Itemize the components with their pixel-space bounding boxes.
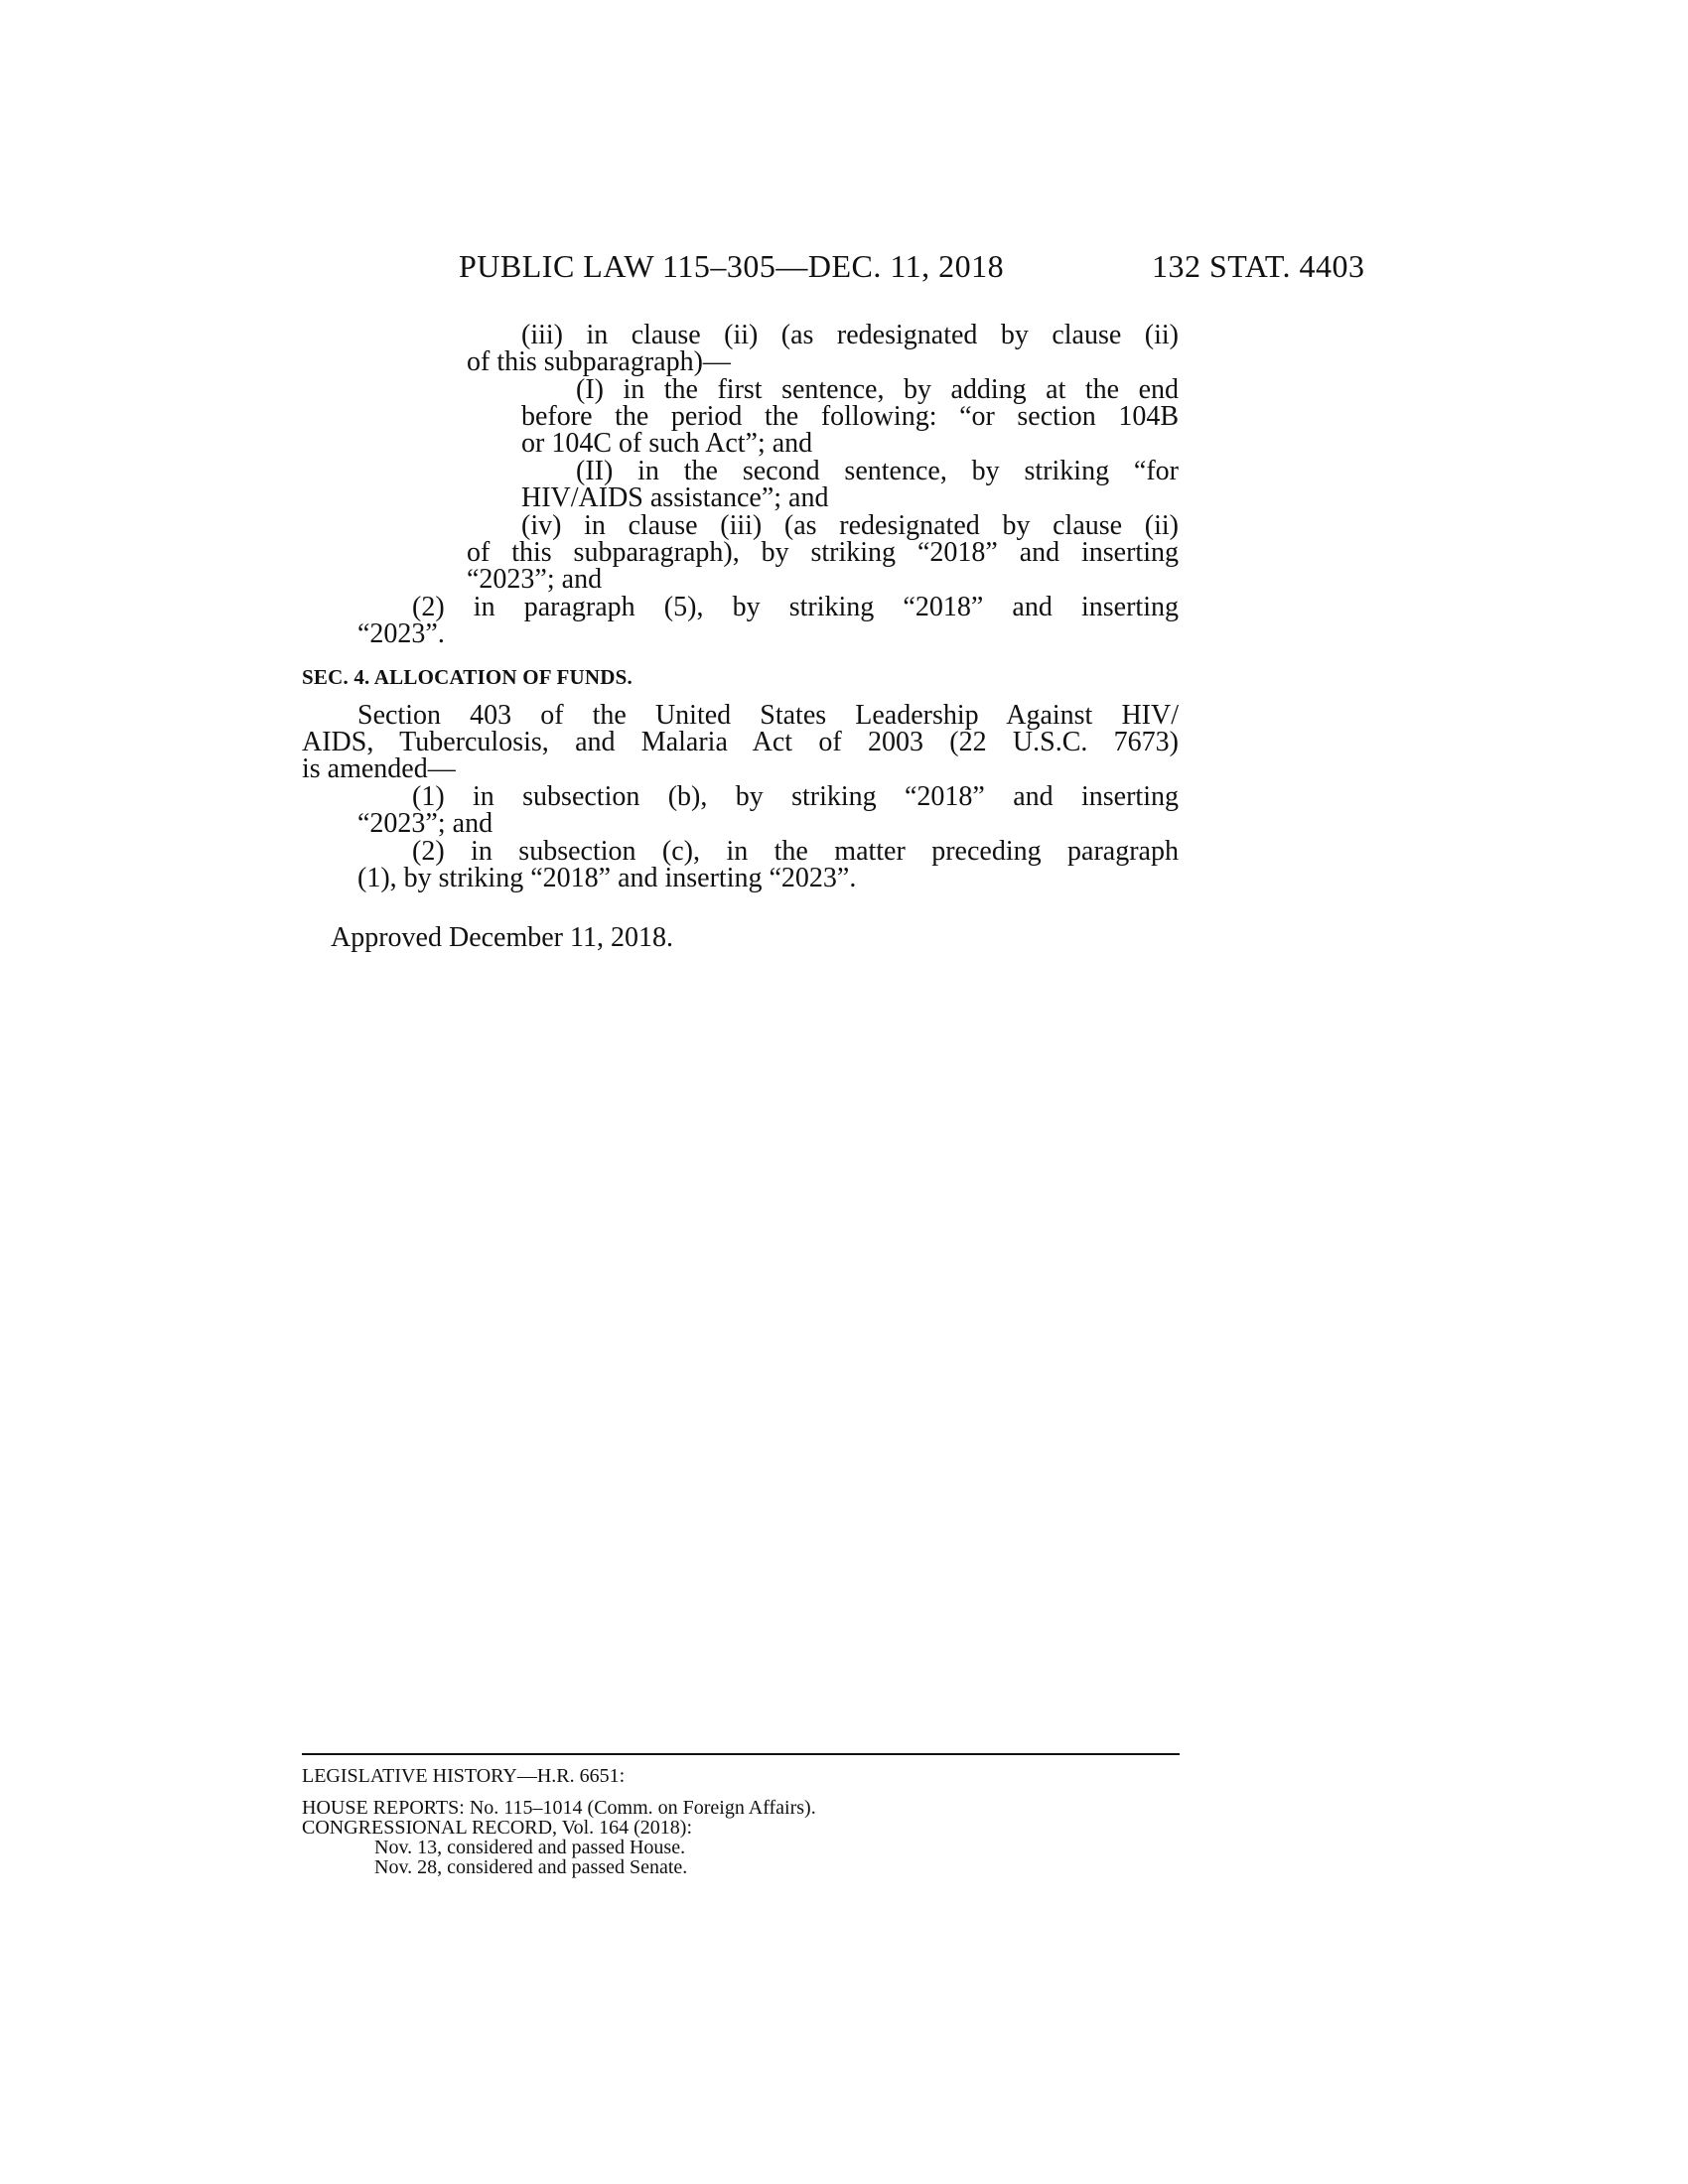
subclause-II-line-2: HIV/AIDS assistance”; and	[521, 482, 829, 513]
section-paragraph-2-line-2: (1), by striking “2018” and inserting “2023”.	[357, 863, 857, 893]
section-intro-line-2: AIDS, Tuberculosis, and Malaria Act of 2003 (22 U.S.C. 7673)	[302, 727, 1179, 757]
section-paragraph-2-line-1: (2) in subsection (c), in the matter preceding paragraph	[412, 836, 1179, 867]
subclause-I-line-2: before the period the following: “or section 104B	[521, 401, 1179, 432]
section-heading: SEC. 4. ALLOCATION OF FUNDS.	[302, 665, 633, 689]
section-intro-line-1: Section 403 of the United States Leadership Against HIV/	[357, 700, 1179, 731]
subclause-I-line-3: or 104C of such Act”; and	[521, 428, 813, 459]
record-entry-house: Nov. 13, considered and passed House.	[374, 1837, 686, 1858]
section-paragraph-1-line-2: “2023”; and	[357, 808, 493, 839]
running-header-stat: 132 STAT. 4403	[1152, 248, 1365, 284]
clause-iv-line-1: (iv) in clause (iii) (as redesignated by clause (ii)	[521, 510, 1179, 541]
approval-date: Approved December 11, 2018.	[331, 922, 673, 953]
footnote-divider	[302, 1753, 1180, 1755]
clause-iv-line-3: “2023”; and	[467, 564, 603, 595]
paragraph-2-line-1: (2) in paragraph (5), by striking “2018” and inserting	[412, 592, 1179, 622]
paragraph-2-line-2: “2023”.	[357, 618, 445, 649]
congressional-record: CONGRESSIONAL RECORD, Vol. 164 (2018):	[302, 1817, 692, 1839]
legislative-history-title: LEGISLATIVE HISTORY—H.R. 6651:	[302, 1765, 626, 1787]
running-header-title: PUBLIC LAW 115–305—DEC. 11, 2018	[459, 248, 1005, 284]
clause-iii-line-2: of this subparagraph)—	[467, 346, 731, 377]
clause-iii-line-1: (iii) in clause (ii) (as redesignated by clause (ii)	[521, 320, 1179, 350]
clause-iv-line-2: of this subparagraph), by striking “2018” and inserting	[467, 537, 1179, 568]
subclause-II-line-1: (II) in the second sentence, by striking “for	[576, 456, 1179, 486]
section-intro-line-3: is amended—	[302, 753, 456, 784]
house-reports: HOUSE REPORTS: No. 115–1014 (Comm. on Foreign Affairs).	[302, 1797, 816, 1819]
subclause-I-line-1: (I) in the first sentence, by adding at the end	[576, 374, 1179, 405]
section-paragraph-1-line-1: (1) in subsection (b), by striking “2018” and inserting	[412, 781, 1179, 812]
record-entry-senate: Nov. 28, considered and passed Senate.	[374, 1856, 688, 1878]
